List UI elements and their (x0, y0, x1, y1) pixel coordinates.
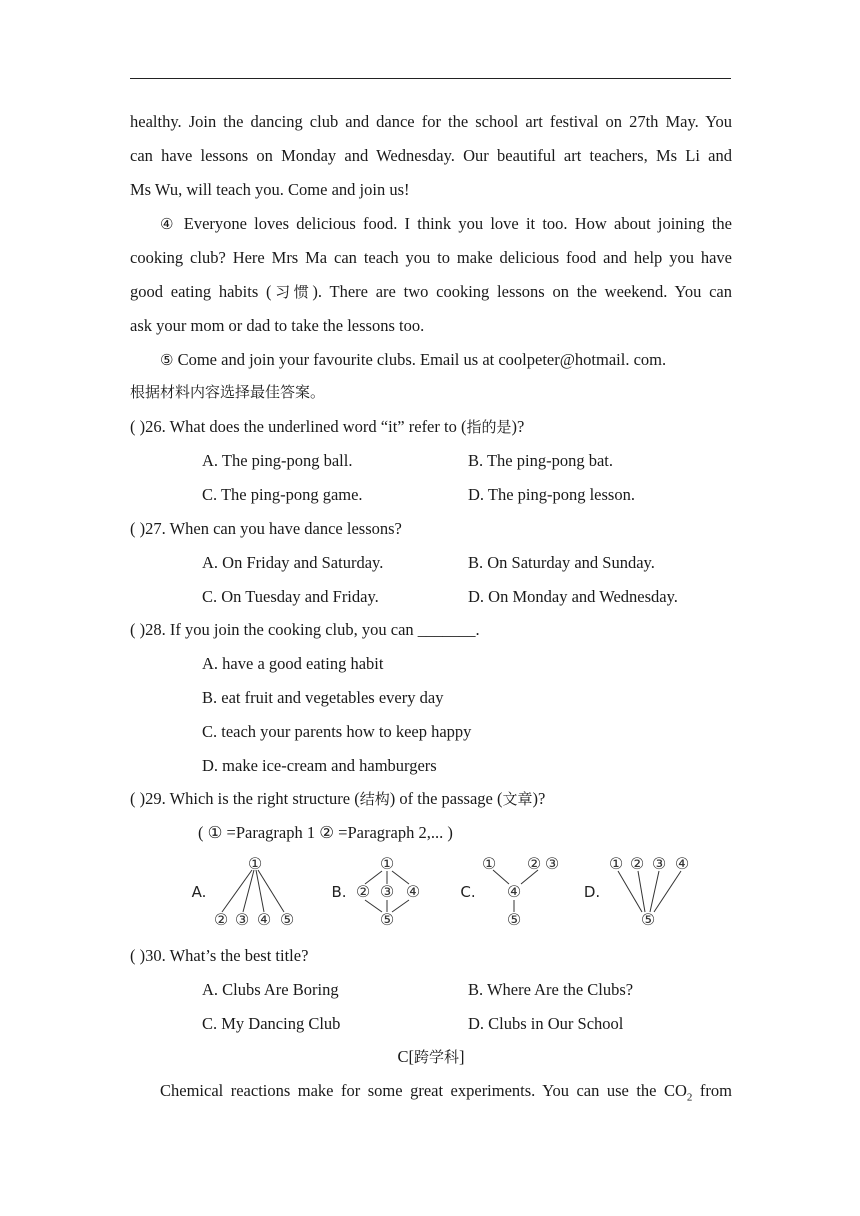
answer-blank[interactable]: ( ) (130, 417, 146, 436)
option: A. Clubs Are Boring (202, 980, 339, 999)
question-27: ( )27. When can you have dance lessons? (130, 519, 402, 538)
option: D. Clubs in Our School (468, 1014, 624, 1033)
node-1: ① (481, 854, 497, 873)
node-2: ② (355, 882, 371, 901)
answer-blank[interactable]: ( ) (130, 946, 146, 965)
passage-line: good eating habits (习惯). There are two cooking lessons on the weekend. You can (130, 282, 732, 301)
diagram-label-d: D. (583, 883, 601, 901)
option: B. Where Are the Clubs? (468, 980, 634, 999)
option: C. The ping-pong game. (202, 485, 363, 504)
node-4: ④ (506, 882, 522, 901)
diagram-label-c: C. (460, 883, 476, 901)
diagram-label-b: B. (331, 883, 347, 901)
option: C. My Dancing Club (202, 1014, 341, 1033)
node-5: ⑤ (506, 910, 522, 929)
passage-line: cooking club? Here Mrs Ma can teach you to make delicious food and help you have (130, 248, 732, 267)
node-1: ① (247, 854, 263, 873)
node-3: ③ (544, 854, 560, 873)
option: A. On Friday and Saturday. (202, 553, 384, 572)
structure-hint: ( ① =Paragraph 1 ② =Paragraph 2,... ) (198, 823, 453, 842)
passage-c-line: Chemical reactions make for some great experiments. You can use the $CO_2$ from (160, 1081, 732, 1104)
option: C. On Tuesday and Friday. (202, 587, 379, 606)
option: B. On Saturday and Sunday. (468, 553, 655, 572)
node-4: ④ (256, 910, 272, 929)
paragraph-4-first-line: ④ Everyone loves delicious food. I think you love it too. How about joining the (160, 214, 733, 233)
node-3: ③ (234, 910, 250, 929)
node-5: ⑤ (379, 910, 395, 929)
structure-diagrams (180, 850, 700, 932)
passage-line: ask your mom or dad to take the lessons too. (130, 316, 425, 335)
paragraph-number: ④ (160, 215, 177, 233)
paragraph-number: ⑤ (160, 351, 174, 369)
option: D. On Monday and Wednesday. (468, 587, 678, 606)
answer-blank[interactable]: ( ) (130, 789, 146, 808)
answer-blank[interactable]: ( ) (130, 519, 146, 538)
option: B. The ping-pong bat. (468, 451, 613, 470)
node-2: ② (526, 854, 542, 873)
node-5: ⑤ (279, 910, 295, 929)
passage-line: healthy. Join the dancing club and dance for the school art festival on 27th May. You (130, 112, 732, 131)
diagram-label-a: A. (191, 883, 207, 901)
node-5: ⑤ (640, 910, 656, 929)
question-26: ( )26. What does the underlined word “it” refer to (指的是)? (130, 417, 525, 436)
header-rule (130, 78, 731, 79)
section-c-heading: C[跨学科] (397, 1047, 465, 1066)
node-3: ③ (379, 882, 395, 901)
node-4: ④ (405, 882, 421, 901)
node-2: ② (629, 854, 645, 873)
option: A. The ping-pong ball. (202, 451, 353, 470)
option: A. have a good eating habit (202, 654, 384, 673)
question-30: ( )30. What’s the best title? (130, 946, 309, 965)
option: D. make ice-cream and hamburgers (202, 756, 437, 775)
option: C. teach your parents how to keep happy (202, 722, 472, 741)
instruction: 根据材料内容选择最佳答案。 (130, 383, 326, 401)
node-1: ① (608, 854, 624, 873)
option: B. eat fruit and vegetables every day (202, 688, 444, 707)
node-2: ② (213, 910, 229, 929)
option: D. The ping-pong lesson. (468, 485, 635, 504)
answer-blank[interactable]: ( ) (130, 620, 146, 639)
passage-line: can have lessons on Monday and Wednesday. Our beautiful art teachers, Ms Li and (130, 146, 732, 165)
node-3: ③ (651, 854, 667, 873)
node-4: ④ (674, 854, 690, 873)
node-1: ① (379, 854, 395, 873)
question-28: ( )28. If you join the cooking club, you can _______. (130, 620, 480, 639)
passage-line: Ms Wu, will teach you. Come and join us! (130, 180, 410, 199)
question-29: ( )29. Which is the right structure (结构) of the passage (文章)? (130, 789, 546, 808)
paragraph-5-line: ⑤ Come and join your favourite clubs. Email us at coolpeter@hotmail. com. (160, 350, 667, 369)
